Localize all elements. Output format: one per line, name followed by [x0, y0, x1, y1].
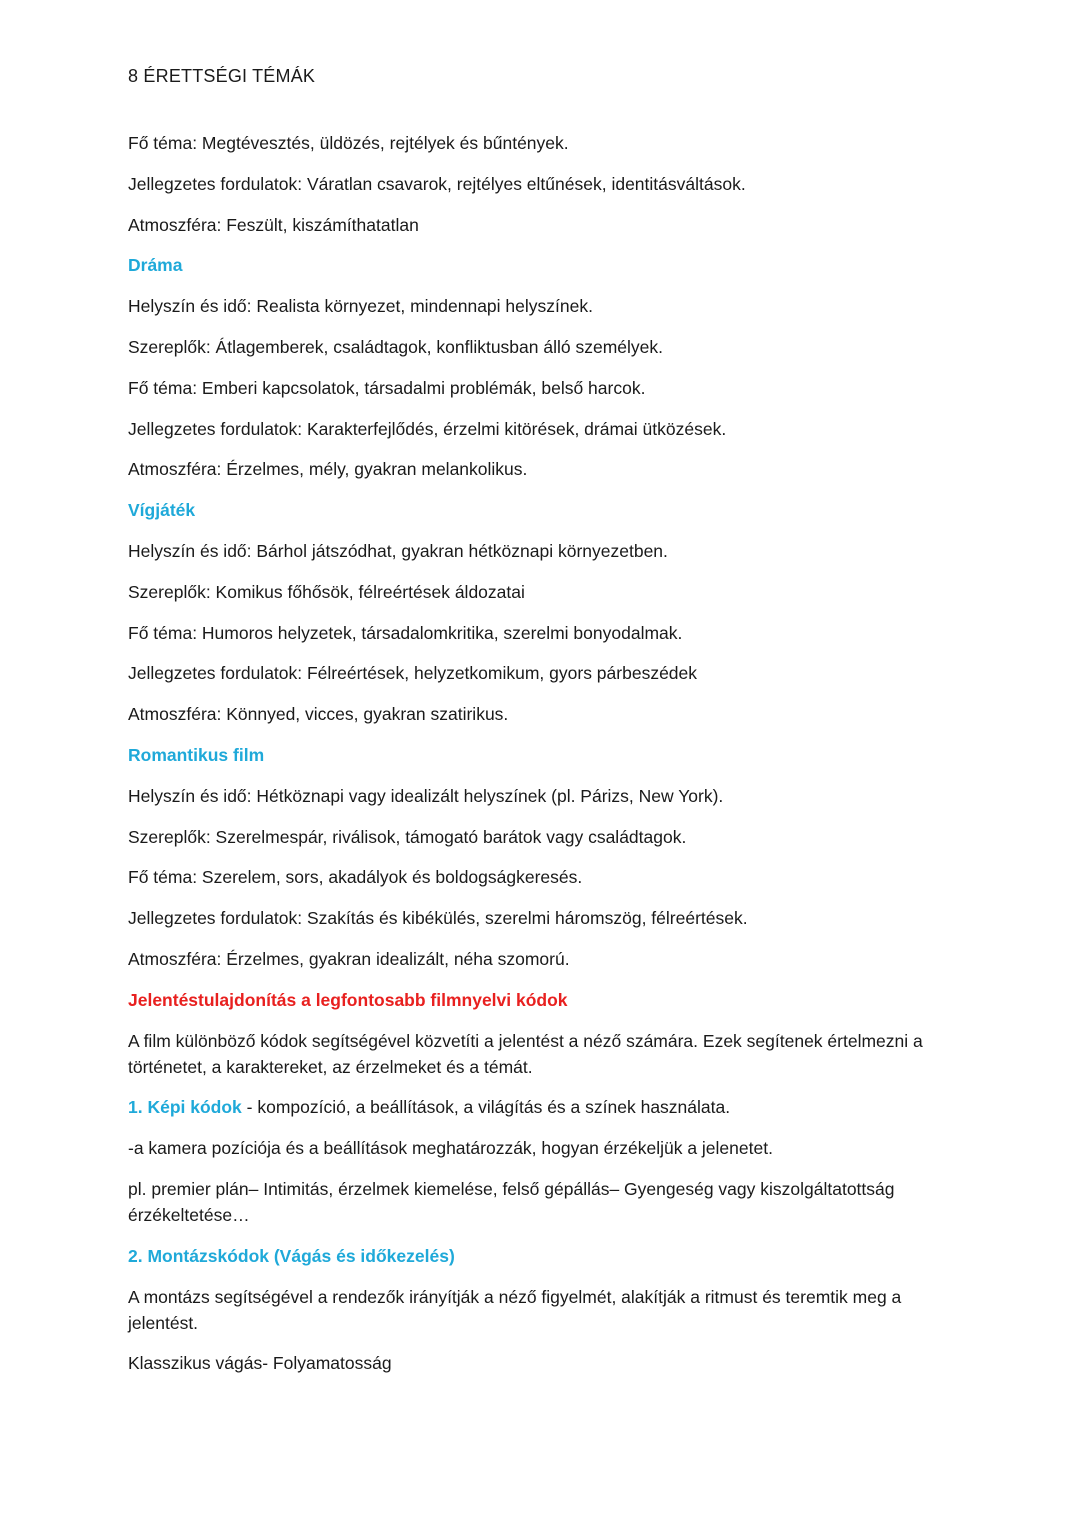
paragraph-fordulatok-vigjatek: Jellegzetes fordulatok: Félreértések, helyzetkomikum, gyors párbeszédek: [128, 663, 698, 684]
paragraph-fo-tema-thriller: Fő téma: Megtévesztés, üldözés, rejtélyek és bűntények.: [128, 133, 569, 153]
heading-romantikus-film: Romantikus film: [128, 744, 265, 765]
page-header: 8 ÉRETTSÉGI TÉMÁK: [128, 66, 316, 86]
paragraph-fordulatok-thriller: Jellegzetes fordulatok: Váratlan csavarok, rejtélyes eltűnések, identitásváltások.: [128, 173, 746, 194]
paragraph-fo-tema-romantikus: Fő téma: Szerelem, sors, akadályok és boldogságkeresés.: [128, 867, 583, 888]
heading-montazskodok: 2. Montázskódok (Vágás és időkezelés): [128, 1245, 455, 1266]
paragraph-helyszin-drama: Helyszín és idő: Realista környezet, mindennapi helyszínek.: [128, 296, 593, 317]
paragraph-montazs-intro: A montázs segítségével a rendezők irányítják a néző figyelmét, alakítják a ritmust és teremtik meg a jelentést.: [128, 1286, 902, 1333]
heading-drama: Dráma: [128, 255, 183, 276]
paragraph-klasszikus-vagas: Klasszikus vágás- Folyamatosság: [128, 1353, 392, 1374]
paragraph-premier-plan: pl. premier plán– Intimitás, érzelmek kiemelése, felső gépállás– Gyengeség vagy kiszolgáltatottság érzékeltetése…: [128, 1178, 895, 1225]
paragraph-szereplok-romantikus: Szereplők: Szerelmespár, riválisok, támogató barátok vagy családtagok.: [128, 826, 687, 847]
paragraph-kodok-intro: A film különböző kódok segítségével közvetíti a jelentést a néző számára. Ezek segítenek értelmezni a történetet, a karaktereket, az érzelmeket és a témát.: [128, 1030, 923, 1077]
paragraph-fo-tema-drama: Fő téma: Emberi kapcsolatok, társadalmi problémák, belső harcok.: [128, 377, 646, 398]
paragraph-atmoszfera-drama: Atmoszféra: Érzelmes, mély, gyakran melankolikus.: [128, 459, 528, 480]
paragraph-fordulatok-drama: Jellegzetes fordulatok: Karakterfejlődés, érzelmi kitörések, drámai ütközések.: [128, 418, 727, 439]
kepi-kodok-text: - kompozíció, a beállítások, a világítás és a színek használata.: [241, 1097, 731, 1118]
document-body: [128, 130, 958, 1391]
paragraph-helyszin-romantikus: Helyszín és idő: Hétköznapi vagy idealizált helyszínek (pl. Párizs, New York).: [128, 785, 724, 806]
paragraph-kepi-kodok: [128, 1094, 958, 1120]
paragraph-kamera-pozicio: -a kamera pozíciója és a beállítások meghatározzák, hogyan érzékeljük a jelenetet.: [128, 1138, 773, 1159]
paragraph-atmoszfera-thriller: Atmoszféra: Feszült, kiszámíthatatlan: [128, 214, 419, 235]
paragraph-atmoszfera-romantikus: Atmoszféra: Érzelmes, gyakran idealizált, néha szomorú.: [128, 948, 570, 969]
paragraph-fo-tema-vigjatek: Fő téma: Humoros helyzetek, társadalomkritika, szerelmi bonyodalmak.: [128, 622, 683, 643]
paragraph-szereplok-vigjatek: Szereplők: Komikus főhősök, félreértések áldozatai: [128, 581, 525, 602]
paragraph-helyszin-vigjatek: Helyszín és idő: Bárhol játszódhat, gyakran hétköznapi környezetben.: [128, 540, 668, 561]
heading-vigjatek: Vígjáték: [128, 500, 196, 521]
paragraph-atmoszfera-vigjatek: Atmoszféra: Könnyed, vicces, gyakran szatirikus.: [128, 704, 509, 725]
paragraph-fordulatok-romantikus: Jellegzetes fordulatok: Szakítás és kibékülés, szerelmi háromszög, félreértések.: [128, 908, 748, 929]
kepi-kodok-label: 1. Képi kódok: [128, 1097, 242, 1118]
paragraph-szereplok-drama: Szereplők: Átlagemberek, családtagok, konfliktusban álló személyek.: [128, 336, 663, 357]
heading-jelentestulajdonitas: Jelentéstulajdonítás a legfontosabb filmnyelvi kódok: [128, 989, 568, 1010]
